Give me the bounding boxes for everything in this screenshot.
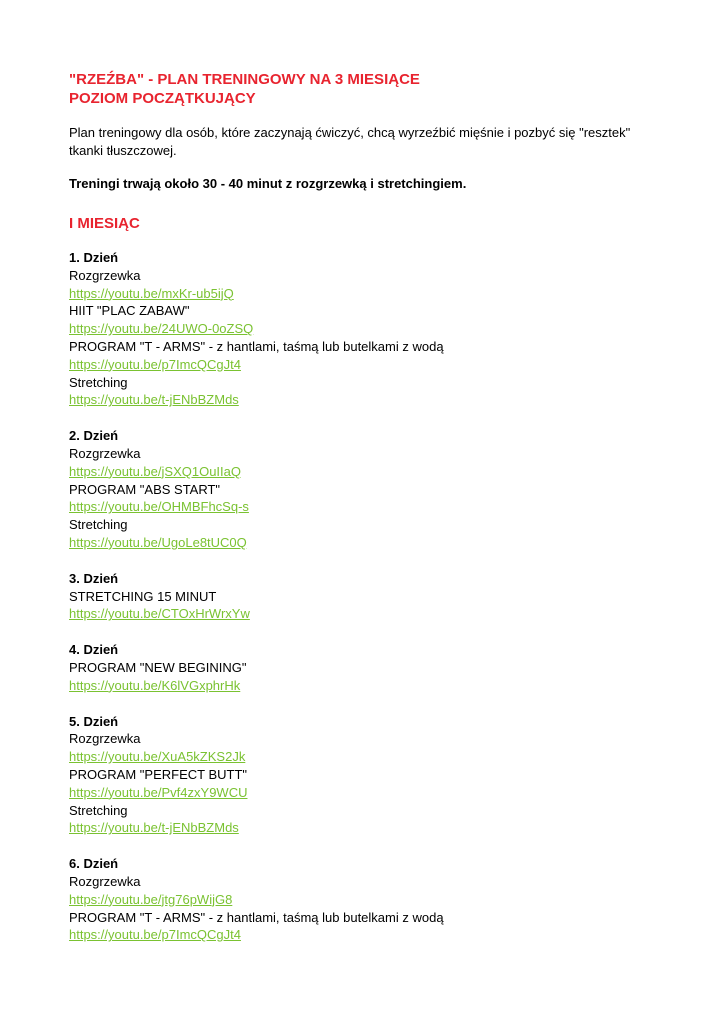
day-title: 5. Dzień	[69, 713, 119, 729]
day-section	[69, 641, 669, 694]
video-link[interactable]: https://youtu.be/CTOxHrWrxYw	[69, 606, 250, 622]
exercise-label: Stretching	[69, 517, 128, 533]
video-link[interactable]: https://youtu.be/p7ImcQCgJt4	[69, 927, 241, 943]
exercise-label: STRETCHING 15 MINUT	[69, 588, 217, 604]
video-link[interactable]: https://youtu.be/t-jENbBZMds	[69, 820, 239, 836]
video-link[interactable]: https://youtu.be/K6lVGxphrHk	[69, 677, 241, 693]
video-link[interactable]: https://youtu.be/Pvf4zxY9WCU	[69, 784, 248, 800]
exercise-label: Rozgrzewka	[69, 267, 141, 283]
document-page	[69, 70, 669, 962]
video-link[interactable]: https://youtu.be/mxKr-ub5ijQ	[69, 285, 234, 301]
exercise-label: Rozgrzewka	[69, 731, 141, 747]
day-section	[69, 713, 669, 838]
exercise-label: PROGRAM "NEW BEGINING"	[69, 659, 247, 675]
exercise-label: Stretching	[69, 374, 128, 390]
day-title: 6. Dzień	[69, 856, 119, 872]
day-list	[69, 249, 669, 944]
exercise-label: Stretching	[69, 802, 128, 818]
day-title: 4. Dzień	[69, 642, 119, 658]
video-link[interactable]: https://youtu.be/jSXQ1OuIIaQ	[69, 463, 241, 479]
exercise-label: Rozgrzewka	[69, 873, 141, 889]
day-title: 2. Dzień	[69, 428, 119, 444]
title-line-1: "RZEŹBA" - PLAN TRENINGOWY NA 3 MIESIĄCE	[69, 71, 420, 88]
video-link[interactable]: https://youtu.be/UgoLe8tUC0Q	[69, 534, 247, 550]
day-section	[69, 855, 669, 944]
exercise-label: PROGRAM "T - ARMS" - z hantlami, taśmą lub butelkami z wodą	[69, 338, 444, 354]
day-section	[69, 570, 669, 623]
day-section	[69, 249, 669, 409]
exercise-label: PROGRAM "PERFECT BUTT"	[69, 766, 248, 782]
day-section	[69, 427, 669, 552]
exercise-label: Rozgrzewka	[69, 445, 141, 461]
day-title: 3. Dzień	[69, 570, 119, 586]
exercise-label: PROGRAM "T - ARMS" - z hantlami, taśmą lub butelkami z wodą	[69, 909, 444, 925]
page-title	[69, 70, 669, 108]
video-link[interactable]: https://youtu.be/jtg76pWijG8	[69, 891, 233, 907]
duration-note: Treningi trwają około 30 - 40 minut z rozgrzewką i stretchingiem.	[69, 176, 467, 191]
video-link[interactable]: https://youtu.be/24UWO-0oZSQ	[69, 321, 254, 337]
day-title: 1. Dzień	[69, 250, 119, 265]
month-heading: I MIESIĄC	[69, 215, 140, 232]
exercise-label: PROGRAM "ABS START"	[69, 481, 221, 497]
intro-paragraph: Plan treningowy dla osób, które zaczynają ćwiczyć, chcą wyrzeźbić mięśnie i pozbyć się "resztek" tkanki tłuszczowej.	[69, 125, 631, 158]
exercise-label: HIIT "PLAC ZABAW"	[69, 303, 190, 319]
video-link[interactable]: https://youtu.be/XuA5kZKS2Jk	[69, 749, 246, 765]
video-link[interactable]: https://youtu.be/OHMBFhcSq-s	[69, 499, 249, 515]
video-link[interactable]: https://youtu.be/p7ImcQCgJt4	[69, 356, 241, 372]
video-link[interactable]: https://youtu.be/t-jENbBZMds	[69, 392, 239, 408]
title-line-2: POZIOM POCZĄTKUJĄCY	[69, 90, 256, 107]
